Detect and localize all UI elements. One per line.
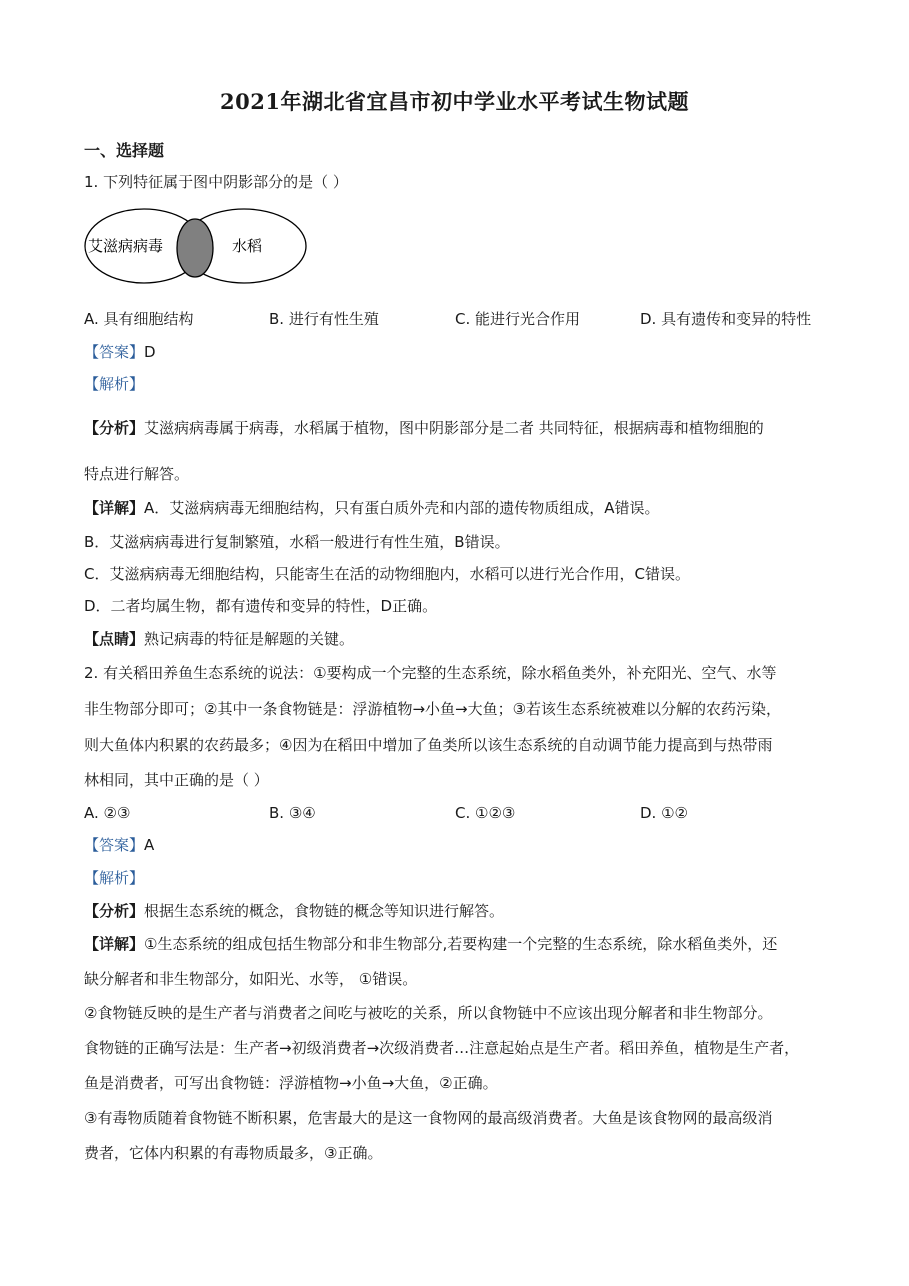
detail-text: A．艾滋病病毒无细胞结构，只有蛋白质外壳和内部的遗传物质组成，A错误。 xyxy=(144,499,660,517)
q1-option-c: C. 能进行光合作用 xyxy=(455,310,581,328)
venn-right-label: 水稻 xyxy=(232,237,263,255)
q2-analysis-tag: 【解析】 xyxy=(84,869,145,887)
fenxi-text: 艾滋病病毒属于病毒，水稻属于植物，图中阴影部分是二者 共同特征，根据病毒和植物细胞的 xyxy=(144,419,764,437)
q2-option-a: A. ②③ xyxy=(84,804,131,822)
q1-dianjing xyxy=(84,629,354,649)
q2-stem-line: 非生物部分即可；②其中一条食物链是：浮游植物→小鱼→大鱼；③若该生态系统被难以分解的农药污染， xyxy=(84,700,782,718)
q2-answer xyxy=(84,835,154,855)
q1-answer xyxy=(84,342,156,362)
q2-detail-line: 费者，它体内积累的有毒物质最多，③正确。 xyxy=(84,1144,383,1162)
q1-detail-line-a xyxy=(84,498,660,518)
q2-fenxi xyxy=(84,901,504,921)
dianjing-text: 熟记病毒的特征是解题的关键。 xyxy=(144,630,355,648)
q1-detail-line-b: B．艾滋病病毒进行复制繁殖，水稻一般进行有性生殖，B错误。 xyxy=(84,533,510,551)
section-heading: 一、选择题 xyxy=(84,141,165,160)
q1-option-a: A. 具有细胞结构 xyxy=(84,310,194,328)
fenxi-text: 根据生态系统的概念，食物链的概念等知识进行解答。 xyxy=(144,902,505,920)
dianjing-tag: 【点睛】 xyxy=(84,630,145,648)
fenxi-tag: 【分析】 xyxy=(84,419,145,437)
answer-tag: 【答案】 xyxy=(84,343,145,361)
venn-left-label: 艾滋病病毒 xyxy=(88,237,164,255)
q1-fenxi-line1 xyxy=(84,418,764,438)
q1-detail-line-d: D．二者均属生物，都有遗传和变异的特性，D正确。 xyxy=(84,597,438,615)
q2-detail-line: 缺分解者和非生物部分，如阳光、水等， ①错误。 xyxy=(84,970,418,988)
q1-option-b: B. 进行有性生殖 xyxy=(269,310,379,328)
q2-detail-line: ②食物链反映的是生产者与消费者之间吃与被吃的关系，所以食物链中不应该出现分解者和非生物部分。 xyxy=(84,1004,773,1022)
answer-tag: 【答案】 xyxy=(84,836,145,854)
q2-detail-line: 鱼是消费者，可写出食物链：浮游植物→小鱼→大鱼，②正确。 xyxy=(84,1074,498,1092)
q2-detail-first xyxy=(84,934,777,954)
q1-fenxi-line2: 特点进行解答。 xyxy=(84,465,190,483)
q2-detail-line: 食物链的正确写法是：生产者→初级消费者→次级消费者…注意起始点是生产者。稻田养鱼，植物是生产者， xyxy=(84,1039,800,1057)
q1-analysis-tag: 【解析】 xyxy=(84,375,145,393)
q2-option-d: D. ①② xyxy=(640,804,688,822)
venn-overlap-shade xyxy=(177,219,213,277)
fenxi-tag: 【分析】 xyxy=(84,902,145,920)
xiangjie-tag: 【详解】 xyxy=(84,499,145,517)
q2-stem-line: 林相同，其中正确的是（ ） xyxy=(84,771,269,789)
q2-stem-line: 则大鱼体内积累的农药最多；④因为在稻田中增加了鱼类所以该生态系统的自动调节能力提高到与热带雨 xyxy=(84,736,773,754)
venn-diagram xyxy=(84,205,314,290)
q1-stem: 1. 下列特征属于图中阴影部分的是（ ） xyxy=(84,173,348,191)
page-title: 2021年湖北省宜昌市初中学业水平考试生物试题 xyxy=(220,89,689,114)
q2-option-b: B. ③④ xyxy=(269,804,316,822)
q1-detail-line-c: C．艾滋病病毒无细胞结构，只能寄生在活的动物细胞内，水稻可以进行光合作用，C错误。 xyxy=(84,565,690,583)
answer-value: D xyxy=(144,343,156,361)
q2-option-c: C. ①②③ xyxy=(455,804,516,822)
q2-stem-line: 2. 有关稻田养鱼生态系统的说法：①要构成一个完整的生态系统，除水稻鱼类外，补充阳光、空气、水等 xyxy=(84,664,777,682)
detail-text: ①生态系统的组成包括生物部分和非生物部分,若要构建一个完整的生态系统，除水稻鱼类外，还 xyxy=(144,935,778,953)
q1-option-d: D. 具有遗传和变异的特性 xyxy=(640,310,812,328)
answer-value: A xyxy=(144,836,155,854)
xiangjie-tag: 【详解】 xyxy=(84,935,145,953)
q2-detail-line: ③有毒物质随着食物链不断积累，危害最大的是这一食物网的最高级消费者。大鱼是该食物网的最高级消 xyxy=(84,1109,773,1127)
